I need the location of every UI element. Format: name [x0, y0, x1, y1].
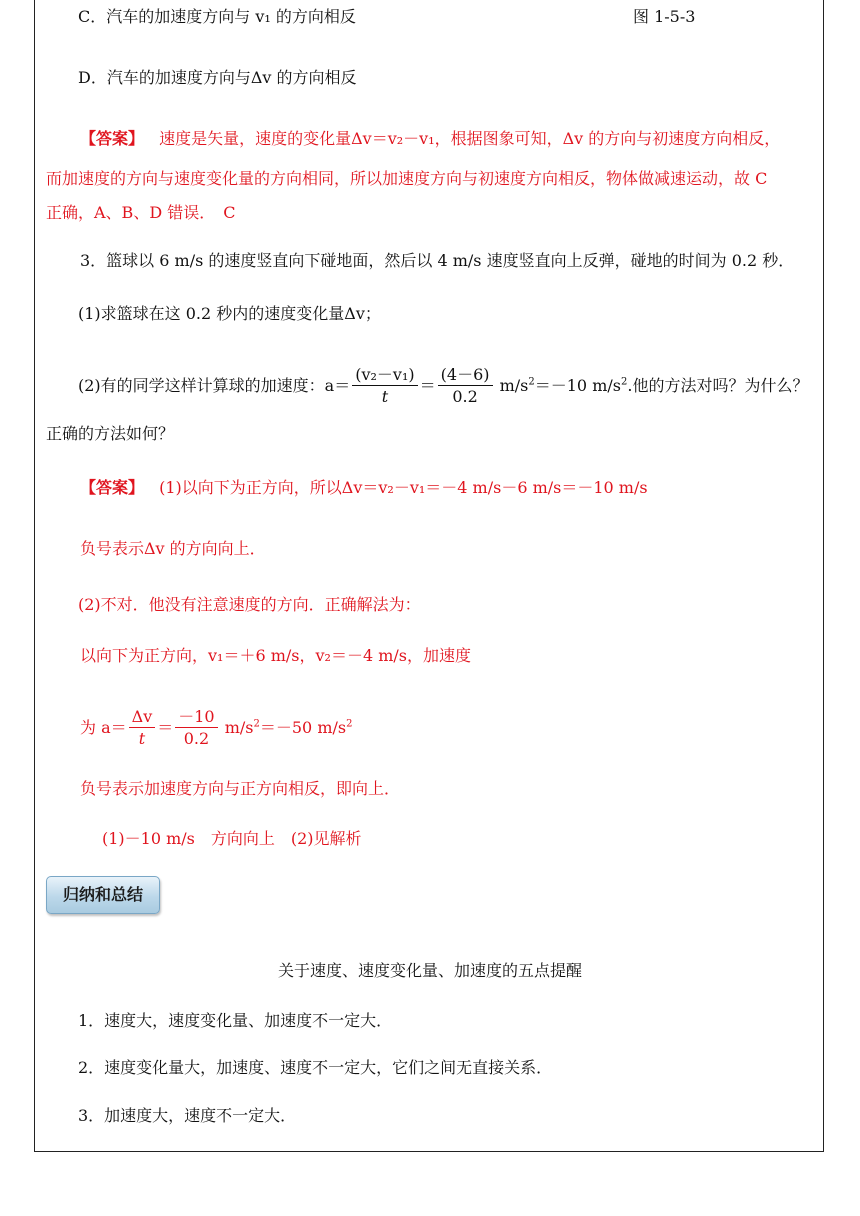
fraction-2-numerator: (4－6) — [438, 365, 493, 386]
q3-answer-2: (2)不对．他没有注意速度的方向．正确解法为： — [78, 595, 421, 614]
q2-answer-line1 — [80, 128, 780, 150]
fraction-2 — [438, 365, 493, 408]
fraction-1-denominator: t — [381, 387, 389, 406]
q3-part2-prefix: (2)有的同学这样计算球的加速度：a＝ — [78, 376, 351, 395]
formula-prefix: 为 a＝ — [80, 718, 127, 737]
unit-exponent: 2 — [253, 718, 260, 730]
option-c: C．汽车的加速度方向与 v₁ 的方向相反 — [78, 7, 356, 26]
q3-part2 — [78, 364, 808, 408]
fraction-3 — [129, 707, 156, 750]
q2-answer-text1: 速度是矢量，速度的变化量Δv＝v₂－v₁，根据图象可知，Δv 的方向与初速度方向相反， — [159, 129, 781, 148]
option-d: D．汽车的加速度方向与Δv 的方向相反 — [78, 68, 357, 87]
unit-ms: m/s — [224, 718, 254, 737]
fraction-4-denominator: 0.2 — [183, 729, 210, 748]
q3-part2-question: .他的方法对吗？为什么？ — [627, 376, 809, 395]
fraction-3-numerator: Δv — [129, 707, 156, 728]
q2-answer-line2: 而加速度的方向与速度变化量的方向相同，所以加速度方向与初速度方向相反，物体做减速运动，故 C — [46, 169, 768, 188]
fraction-4 — [175, 707, 217, 750]
q3-answer-2-line2: 以向下为正方向，v₁＝＋6 m/s，v₂＝－4 m/s，加速度 — [80, 646, 471, 665]
summary-item: 3．加速度大，速度不一定大． — [78, 1106, 297, 1125]
q3-answer-line1 — [80, 477, 648, 499]
q2-answer-line3: 正确，A、B、D 错误． C — [46, 203, 236, 222]
summary-item: 1．速度大，速度变化量、加速度不一定大． — [78, 1011, 393, 1030]
q3-final-answer: (1)－10 m/s 方向向上 (2)见解析 — [102, 829, 362, 848]
unit-exponent: 2 — [620, 376, 628, 388]
summary-item: 2．速度变化量大，加速度、速度不一定大，它们之间无直接关系． — [78, 1058, 553, 1077]
q3-stem: 3．篮球以 6 m/s 的速度竖直向下碰地面，然后以 4 m/s 速度竖直向上反弹，碰地的时间为 0.2 秒． — [80, 251, 795, 270]
summary-heading: 关于速度、速度变化量、加速度的五点提醒 — [277, 961, 582, 980]
q3-answer-note1: 负号表示Δv 的方向向上． — [80, 539, 266, 558]
unit-exponent: 2 — [528, 376, 535, 388]
unit-ms: m/s — [499, 376, 529, 395]
fraction-2-denominator: 0.2 — [452, 387, 478, 406]
q3-part2-result: ＝－10 m/s — [534, 376, 621, 395]
q3-answer-formula — [80, 706, 352, 750]
equals-sign: ＝ — [419, 376, 436, 395]
q3-answer-note2: 负号表示加速度方向与正方向相反，即向上． — [80, 779, 401, 798]
fraction-1-numerator: (v₂－v₁) — [352, 365, 417, 386]
fraction-3-denominator: t — [138, 729, 146, 748]
unit-exponent: 2 — [346, 718, 353, 730]
q3-part2-line2: 正确的方法如何？ — [46, 424, 175, 443]
equals-sign: ＝ — [157, 718, 174, 737]
summary-badge: 归纳和总结 — [46, 876, 160, 914]
fraction-1 — [352, 365, 417, 408]
q3-part1: (1)求篮球在这 0.2 秒内的速度变化量Δv； — [78, 304, 381, 323]
fraction-4-numerator: －10 — [175, 707, 217, 728]
figure-label: 图 1-5-3 — [633, 7, 696, 26]
answer-tag: 【答案】 — [80, 478, 145, 497]
answer-tag: 【答案】 — [80, 129, 145, 148]
formula-result: ＝－50 m/s — [259, 718, 347, 737]
q3-answer-1: (1)以向下为正方向，所以Δv＝v₂－v₁＝－4 m/s－6 m/s＝－10 m/s — [159, 478, 648, 497]
